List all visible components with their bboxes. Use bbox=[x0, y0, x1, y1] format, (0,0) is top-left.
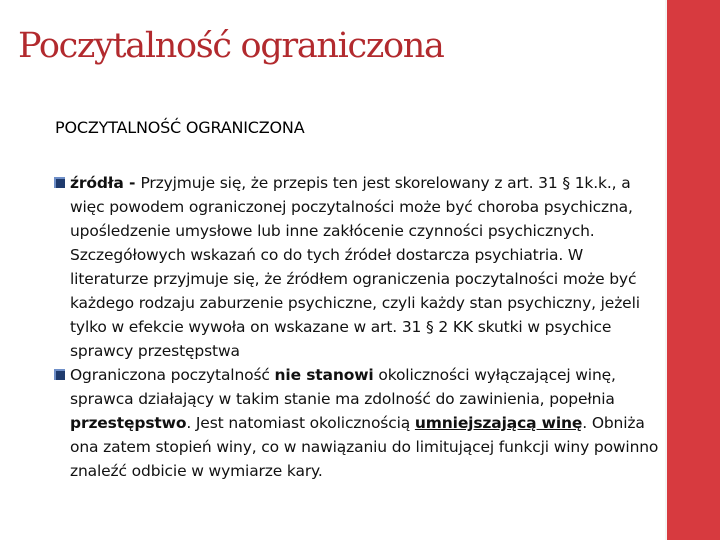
bullet-item-sources bbox=[54, 171, 664, 363]
bullet-item-limited-sanity bbox=[54, 363, 664, 483]
bullet-list bbox=[54, 171, 664, 483]
bullet-emphasis: przestępstwo bbox=[70, 414, 187, 432]
bullet-emphasis-underlined: umniejszającą winę bbox=[414, 414, 583, 432]
slide-subheading: POCZYTALNOŚĆ OGRANICZONA bbox=[55, 118, 305, 137]
slide-title: Poczytalność ograniczona bbox=[18, 26, 444, 66]
checkbox-bullet-icon bbox=[54, 177, 65, 188]
bullet-emphasis: nie stanowi bbox=[274, 366, 374, 384]
accent-bar bbox=[667, 0, 720, 540]
bullet-text-part: . Obniża ona zatem stopień winy, co w nawiązaniu do limitującej funkcji winy powinno znaleźć odbicie w wymiarze kary. bbox=[70, 414, 659, 480]
checkbox-bullet-icon bbox=[54, 369, 65, 380]
bullet-text-part: okoliczności wyłączającej winę, sprawca działający w takim stanie ma zdolność do zawinienia, popełnia bbox=[70, 366, 616, 408]
bullet-text-part: Ograniczona poczytalność bbox=[70, 366, 275, 384]
bullet-lead: źródła - bbox=[70, 174, 141, 192]
bullet-text: Przyjmuje się, że przepis ten jest skorelowany z art. 31 § 1k.k., a więc powodem ograniczonej poczytalności może być choroba psychiczna, upośledzenie umysłowe lub inne zakłócenie czynności psychicznych. Szczegółowych wskazań co do tych źródeł dostarcza psychiatria. W literaturze przyjmuje się, że źródłem ograniczenia poczytalności może być każdego rodzaju zaburzenie psychiczne, czyli każdy stan psychiczny, jeżeli tylko w efekcie wywoła on wskazane w art. 31 § 2 KK skutki w psychice sprawcy przestępstwa bbox=[70, 174, 640, 360]
bullet-text-part: . Jest natomiast okolicznością bbox=[186, 414, 415, 432]
